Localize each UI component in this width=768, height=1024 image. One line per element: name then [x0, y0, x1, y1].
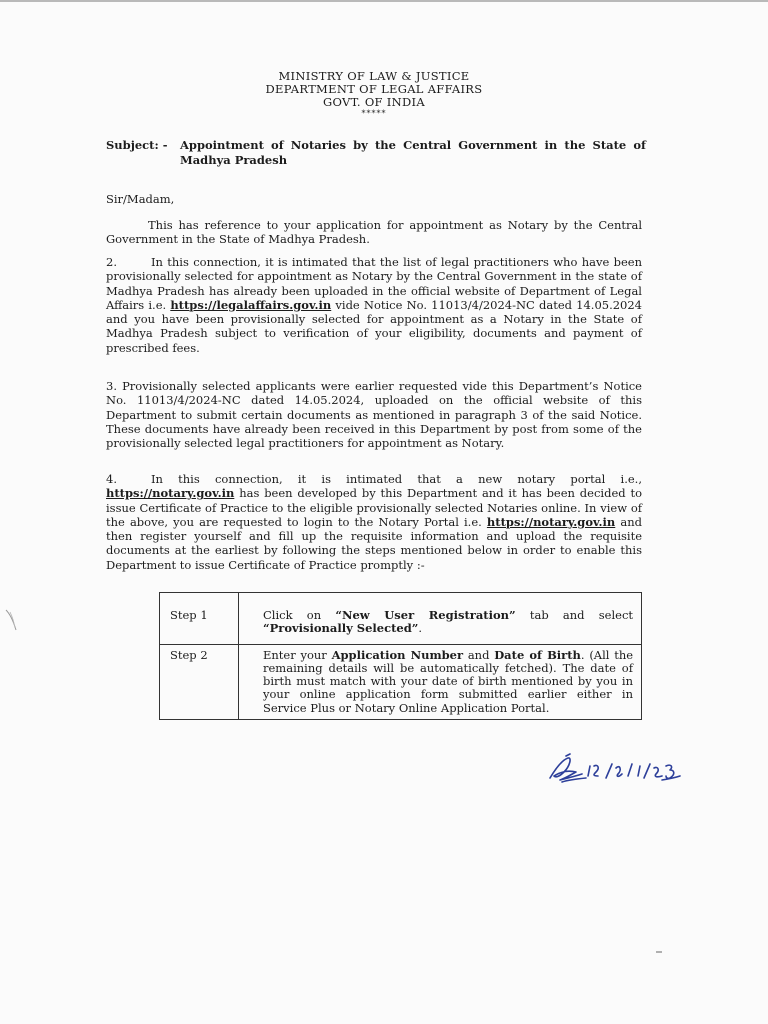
step-2-mid: and	[467, 647, 490, 662]
scan-speck	[656, 950, 662, 954]
paragraph-2	[106, 255, 642, 355]
paragraph-4-text-a: In this connection, it is intimated that a new notary portal i.e.,	[150, 472, 642, 486]
step-2-pre: Enter your	[263, 647, 327, 662]
paragraph-2-number: 2.	[106, 255, 117, 269]
paragraph-4	[106, 472, 642, 572]
step-2-bold-1: Application Number	[331, 647, 464, 662]
step-1-post: .	[418, 621, 423, 636]
step-2-bold-2: Date of Birth	[494, 647, 581, 662]
paragraph-1: This has reference to your application for appointment as Notary by the Central Government in the State of Madhya Pradesh.	[106, 218, 642, 247]
table-row	[160, 593, 642, 645]
step-1-pre: Click on	[263, 608, 322, 622]
government-name: GOVT. OF INDIA	[323, 95, 425, 109]
legal-affairs-link[interactable]: https://legalaffairs.gov.in	[170, 297, 332, 312]
margin-pencil-mark	[4, 608, 18, 632]
step-1-label: Step 1	[160, 593, 239, 645]
letterhead	[0, 70, 748, 118]
scan-top-edge	[0, 0, 768, 2]
header-stars: *****	[361, 109, 387, 118]
handwritten-signature	[546, 752, 686, 788]
notary-portal-link-1[interactable]: https://notary.gov.in	[106, 486, 235, 501]
ministry-name: MINISTRY OF LAW & JUSTICE	[278, 69, 470, 83]
subject-line	[106, 138, 646, 167]
subject-text: Appointment of Notaries by the Central Government in the State of Madhya Pradesh	[180, 138, 646, 167]
step-2-instructions	[239, 644, 642, 719]
step-2-label: Step 2	[160, 644, 239, 719]
paragraph-2-text-b: vide Notice No. 11013/4/2024-NC dated 14.05.2024 and you have been provisionally selected for appointment as a Notary in the State of Madhya Pradesh subject to verification of your eligibility, documents and payment of prescribed fees.	[106, 297, 642, 355]
paragraph-4-text-b: has been developed by this Department and it has been decided to issue Certificate of Practice to the eligible provisionally selected Notaries online. In view of the above, you are requested to login to the Notary Portal i.e.	[106, 486, 642, 529]
notary-portal-link-2[interactable]: https://notary.gov.in	[486, 514, 616, 529]
salutation: Sir/Madam,	[106, 192, 175, 206]
step-1-instructions	[239, 593, 642, 645]
step-1-bold-1: “New User Registration”	[335, 608, 516, 622]
paragraph-4-text-c: and then register yourself and fill up the requisite information and upload the requisite documents at the earliest by following the steps mentioned below in order to enable this Department to issue Certificate of Practice promptly :-	[106, 514, 643, 572]
department-name: DEPARTMENT OF LEGAL AFFAIRS	[265, 82, 483, 96]
steps-table	[159, 592, 642, 720]
paragraph-3: 3. Provisionally selected applicants were earlier requested vide this Department’s Notice No. 11013/4/2024-NC dated 14.05.2024, uploaded on the official website of this Department to submit certain documents as mentioned in paragraph 3 of the said Notice. These documents have already been received in this Department by post from some of the provisionally selected legal practitioners for appointment as Notary.	[106, 379, 642, 451]
table-row	[160, 644, 642, 719]
step-2-post: . (All the remaining details will be automatically fetched). The date of birth must match with your date of birth mentioned by you in your online application form submitted earlier either in Service Plus or Notary Online Application Portal.	[263, 647, 634, 715]
step-1-bold-2: “Provisionally Selected”	[263, 621, 419, 636]
step-1-mid: tab and select	[529, 608, 634, 622]
paragraph-2-text-a: In this connection, it is intimated that the list of legal practitioners who have been provisionally selected for appointment as Notary by the Central Government in the state of Madhya Pradesh has already been uploaded in the official website of Department of Legal Affairs i.e.	[106, 255, 642, 312]
paragraph-4-number: 4.	[106, 472, 117, 486]
subject-label: Subject: -	[106, 138, 168, 152]
